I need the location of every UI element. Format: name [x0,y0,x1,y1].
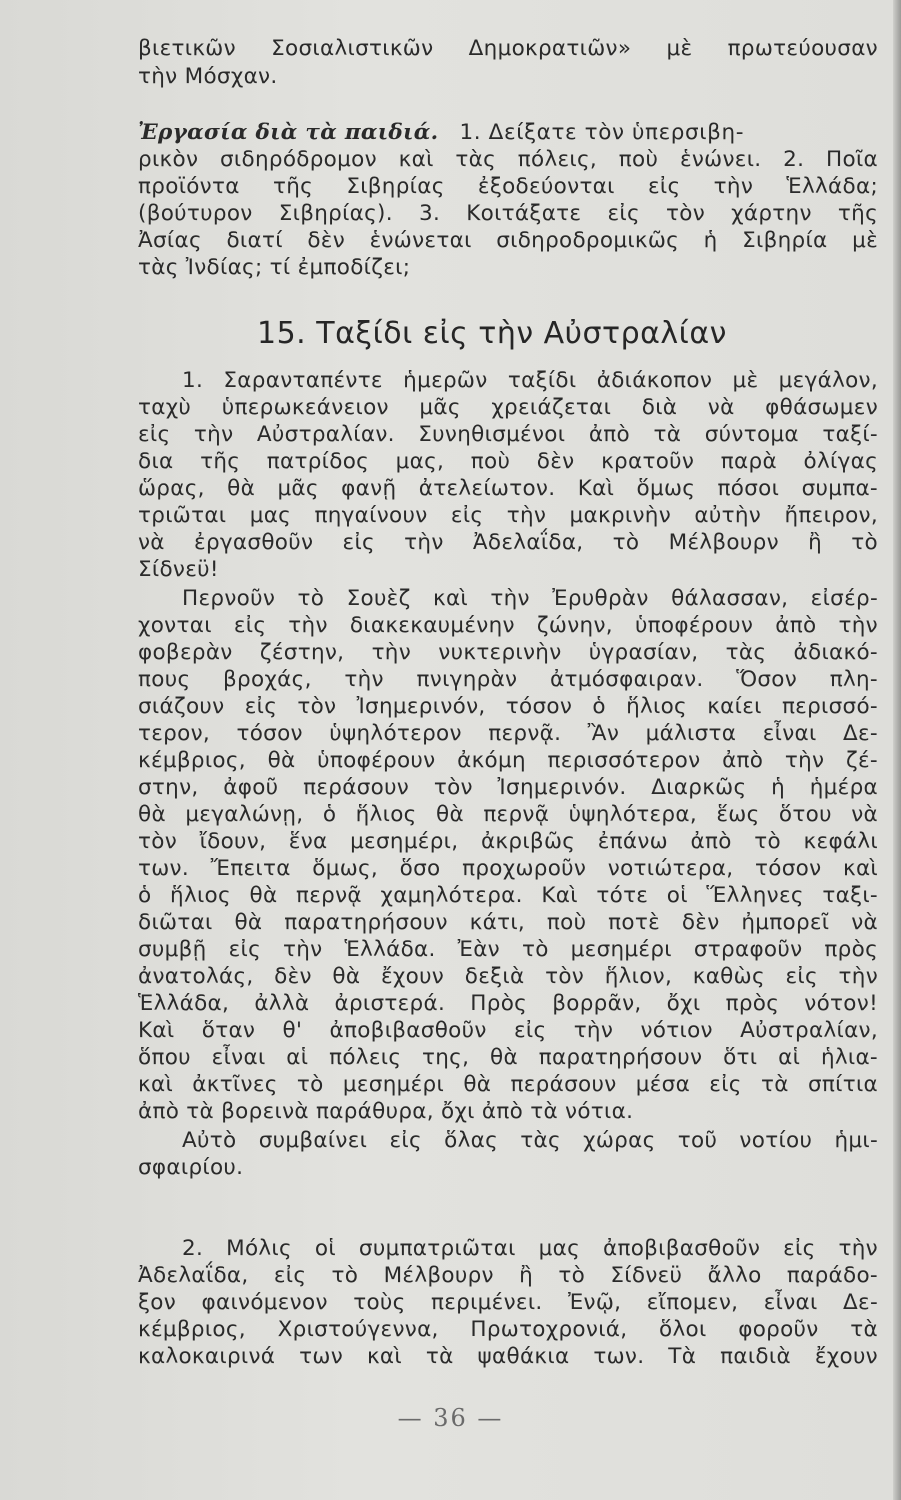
text-line: κέμβριος, Χριστούγεννα, Πρωτοχρονιά, ὅλοι φοροῦν τὰ [138,1317,878,1342]
text-line: ὁ ἥλιος θὰ περνᾷ χαμηλότερα. Καὶ τότε οἱ Ἕλληνες ταξι- [138,883,878,908]
text-line: ταχὺ ὑπερωκεάνειον μᾶς χρειάζεται διὰ νὰ φθάσωμεν [138,395,878,420]
tasks-first-line-text: 1. Δείξατε τὸν ὑπερσιβη- [459,120,745,145]
text-line: Ἀσίας διατί δὲν ἑνώνεται σιδηροδρομικῶς ἡ Σιβηρία μὲ [138,228,878,253]
page-number: — 36 — [397,1404,504,1432]
text-line: ὥρας, θὰ μᾶς φανῇ ἀτελείωτον. Καὶ ὅμως πόσοι συμπα- [138,476,878,501]
text-line: Καὶ ὅταν θ' ἀποβιβασθοῦν εἰς τὴν νότιον Αὐστραλίαν, [138,1018,878,1043]
tasks-first-line [138,120,878,146]
text-line: ἀπὸ τὰ βορεινὰ παράθυρα, ὄχι ἀπὸ τὰ νότια. [138,1099,634,1124]
text-line: τὰς Ἰνδίας; τί ἐμποδίζει; [138,255,411,280]
text-line: δια τῆς πατρίδος μας, ποὺ δὲν κρατοῦν παρὰ ὀλίγας [138,449,878,474]
text-line: χονται εἰς τὴν διακεκαυμένην ζώνην, ὑποφέρουν ἀπὸ τὴν [138,613,878,638]
text-line: Περνοῦν τὸ Σουὲζ καὶ τὴν Ἐρυθρὰν θάλασσαν, εἰσέρ- [182,586,878,611]
text-line: κέμβριος, θὰ ὑποφέρουν ἀκόμη περισσότερον ἀπὸ τὴν ζέ- [138,748,878,773]
text-line: τερον, τόσον ὑψηλότερον περνᾷ. Ἂν μάλιστα εἶναι Δε- [138,721,878,746]
text-line: (βούτυρον Σιβηρίας). 3. Κοιτάξατε εἰς τὸν χάρτην τῆς [138,201,878,226]
text-line: Ἑλλάδα, ἀλλὰ ἀριστερά. Πρὸς βορρᾶν, ὄχι πρὸς νότον! [138,991,878,1016]
text-line: ἀνατολάς, δὲν θὰ ἔχουν δεξιὰ τὸν ἥλιον, καθὼς εἰς τὴν [138,964,878,989]
text-line: τὴν Μόσχαν. [138,64,278,89]
text-line: τριῶται μας πηγαίνουν εἰς τὴν μακρινὴν αὐτὴν ἤπειρον, [138,503,878,528]
text-line: διῶται θὰ παρατηρήσουν κάτι, ποὺ ποτὲ δὲν ἠμπορεῖ νὰ [138,910,878,935]
tasks-label: Ἐργασία διὰ τὰ παιδιά. [138,120,439,145]
text-line: σιάζουν εἰς τὸν Ἰσημερινόν, τόσον ὁ ἥλιος καίει περισσό- [138,694,878,719]
text-line: καὶ ἀκτῖνες τὸ μεσημέρι θὰ περάσουν μέσα εἰς τὰ σπίτια [138,1072,878,1097]
text-line: των. Ἔπειτα ὅμως, ὅσο προχωροῦν νοτιώτερα, τόσον καὶ [138,856,878,881]
text-line: θὰ μεγαλώνῃ, ὁ ἥλιος θὰ περνᾷ ὑψηλότερα, ἕως ὅτου νὰ [138,802,878,827]
text-line: βιετικῶν Σοσιαλιστικῶν Δημοκρατιῶν» μὲ πρωτεύουσαν [138,36,878,61]
page-edge-shadow [893,0,901,1500]
text-line: τὸν ἴδουν, ἕνα μεσημέρι, ἀκριβῶς ἐπάνω ἀπὸ τὸ κεφάλι [138,829,878,854]
text-line: νὰ ἐργασθοῦν εἰς τὴν Ἀδελαΐδα, τὸ Μέλβουρν ἢ τὸ [138,530,878,555]
text-line: εἰς τὴν Αὐστραλίαν. Συνηθισμένοι ἀπὸ τὰ σύντομα ταξί- [138,422,878,447]
text-line: ρικὸν σιδηρόδρομον καὶ τὰς πόλεις, ποὺ ἑνώνει. 2. Ποῖα [138,147,878,172]
text-line: προϊόντα τῆς Σιβηρίας ἐξοδεύονται εἰς τὴν Ἑλλάδα; [138,174,878,199]
text-line: σφαιρίου. [138,1155,244,1180]
text-line: 1. Σαρανταπέντε ἡμερῶν ταξίδι ἀδιάκοπον μὲ μεγάλον, [182,368,878,393]
text-line: φοβερὰν ζέστην, τὴν νυκτερινὴν ὑγρασίαν, τὰς ἀδιακό- [138,640,878,665]
text-line: ὅπου εἶναι αἱ πόλεις της, θὰ παρατηρήσουν ὅτι αἱ ἡλια- [138,1045,878,1070]
text-line: 2. Μόλις οἱ συμπατριῶται μας ἀποβιβασθοῦν εἰς τὴν [182,1236,878,1261]
text-line: ξον φαινόμενον τοὺς περιμένει. Ἐνῷ, εἴπομεν, εἶναι Δε- [138,1290,878,1315]
text-line: καλοκαιρινά των καὶ τὰ ψαθάκια των. Τὰ παιδιὰ ἔχουν [138,1344,878,1369]
text-line: Αὐτὸ συμβαίνει εἰς ὅλας τὰς χώρας τοῦ νοτίου ἡμι- [182,1128,878,1153]
section-heading: 15. Ταξίδι εἰς τὴν Αὐστραλίαν [257,316,727,351]
text-line: πους βροχάς, τὴν πνιγηρὰν ἀτμόσφαιραν. Ὅσον πλη- [138,667,878,692]
text-line: Ἀδελαΐδα, εἰς τὸ Μέλβουρν ἢ τὸ Σίδνεϋ ἄλλο παράδο- [138,1263,878,1288]
text-line: στην, ἀφοῦ περάσουν τὸν Ἰσημερινόν. Διαρκῶς ἡ ἡμέρα [138,775,878,800]
text-line: συμβῇ εἰς τὴν Ἑλλάδα. Ἐὰν τὸ μεσημέρι στραφοῦν πρὸς [138,937,878,962]
text-line: Σίδνεϋ! [138,557,219,582]
